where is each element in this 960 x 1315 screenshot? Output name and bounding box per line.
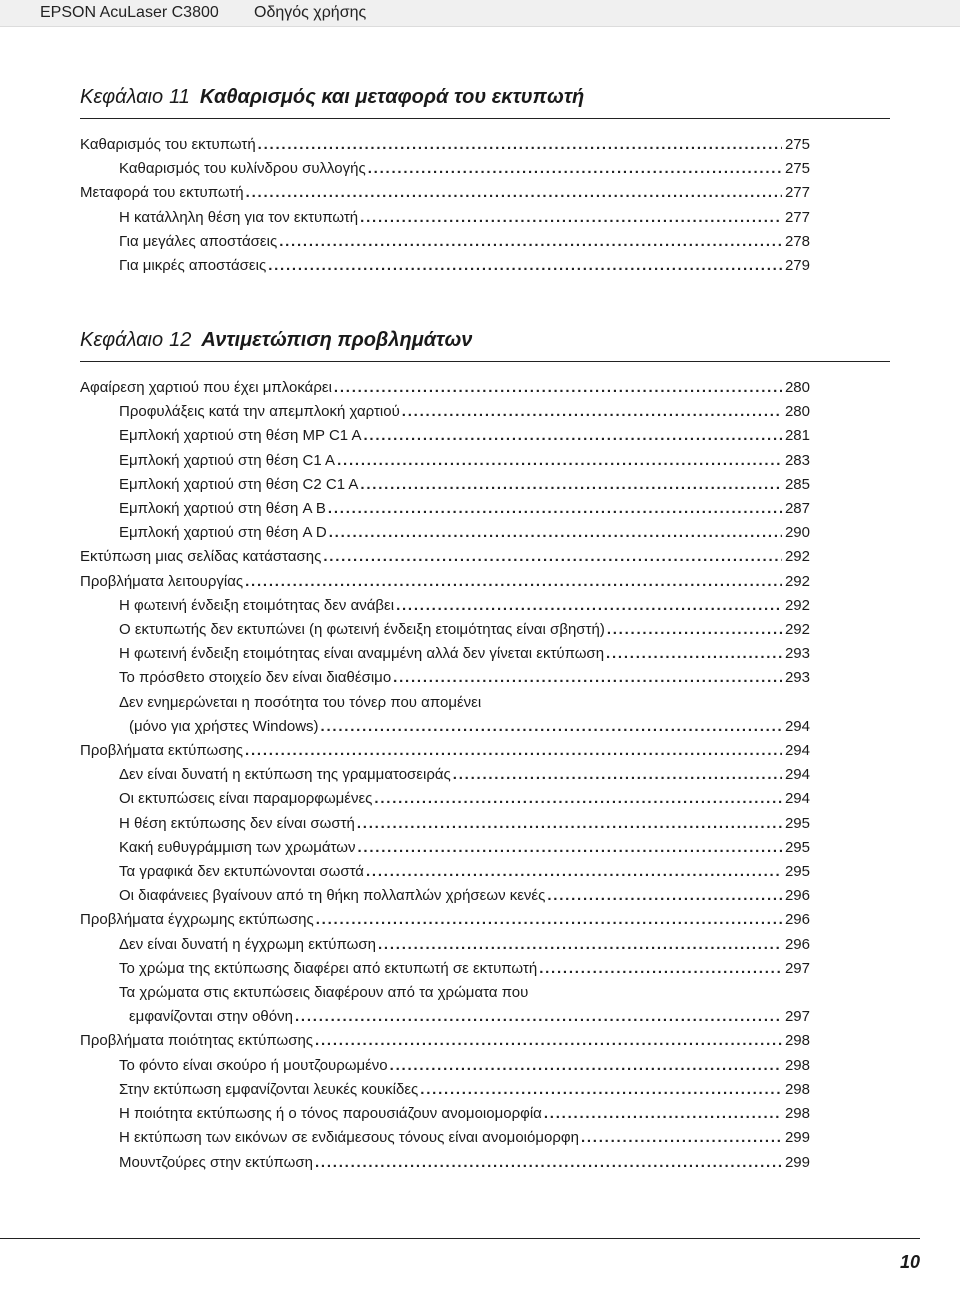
toc-entry[interactable]: Οι εκτυπώσεις είναι παραμορφωμένες . . . 294 xyxy=(80,787,810,811)
page-ref: 290 xyxy=(784,524,810,542)
page-ref: 285 xyxy=(784,475,810,493)
running-header xyxy=(0,0,960,27)
toc-entry[interactable]: Το φόντο είναι σκούρο ή μουτζουρωμένο . . . 298 xyxy=(80,1054,810,1078)
toc-entry[interactable]: Το χρώμα της εκτύπωσης διαφέρει από εκτυπωτή σε εκτυπωτή . . . 297 xyxy=(80,957,810,981)
chapter-number: 12 xyxy=(169,329,192,351)
toc-entry[interactable]: Δεν είναι δυνατή η εκτύπωση της γραμματοσειράς . . . 294 xyxy=(80,763,810,787)
page-ref: 297 xyxy=(784,959,810,977)
page-ref: 295 xyxy=(784,814,810,832)
page-ref: 280 xyxy=(784,403,810,421)
toc-entry[interactable]: Εκτύπωση μιας σελίδας κατάστασης . . . 292 xyxy=(80,545,810,569)
toc-entry[interactable]: Οι διαφάνειες βγαίνουν από τη θήκη πολλαπλών χρήσεων κενές . . . 296 xyxy=(80,884,810,908)
page-ref: 294 xyxy=(784,742,810,760)
toc-entry[interactable]: Εμπλοκή χαρτιού στη θέση A D . . . 290 xyxy=(80,521,810,545)
page-ref: 292 xyxy=(784,596,810,614)
toc-entry[interactable]: Η φωτεινή ένδειξη ετοιμότητας δεν ανάβει . . . 292 xyxy=(80,594,810,618)
toc-list xyxy=(80,376,810,1175)
chapter-11 xyxy=(80,84,890,278)
chapter-name: Καθαρισμός και μεταφορά του εκτυπωτή xyxy=(199,86,585,108)
page-ref: 295 xyxy=(784,863,810,881)
toc-entry[interactable]: Καθαρισμός του κυλίνδρου συλλογής . . . 275 xyxy=(80,157,810,181)
toc-entry[interactable]: Μουντζούρες στην εκτύπωση . . . 299 xyxy=(80,1151,810,1175)
toc-entry[interactable]: Δεν ενημερώνεται η ποσότητα του τόνερ που απομένει (μόνο για χρήστες Windows) . . . 294 xyxy=(80,691,810,739)
page-ref: 299 xyxy=(784,1153,810,1171)
toc-entry[interactable]: Προφυλάξεις κατά την απεμπλοκή χαρτιού . . . 280 xyxy=(80,400,810,424)
page-ref: 275 xyxy=(784,136,810,153)
page-ref: 294 xyxy=(784,790,810,808)
chapter-title xyxy=(80,327,890,362)
chapter-label: Κεφάλαιο xyxy=(80,329,164,351)
toc-entry[interactable]: Για μικρές αποστάσεις . . . 279 xyxy=(80,254,810,278)
toc-entry[interactable]: Η εκτύπωση των εικόνων σε ενδιάμεσους τόνους είναι ανομοιόμορφη . . . 299 xyxy=(80,1126,810,1150)
toc-entry[interactable]: Κακή ευθυγράμμιση των χρωμάτων . . . 295 xyxy=(80,836,810,860)
page-ref: 296 xyxy=(784,887,810,905)
page-ref: 281 xyxy=(784,427,810,445)
page-ref: 294 xyxy=(784,717,810,735)
page-ref: 292 xyxy=(784,621,810,639)
page-ref: 293 xyxy=(784,645,810,663)
page-ref: 298 xyxy=(784,1080,810,1098)
page-ref: 280 xyxy=(784,379,810,396)
page-ref: 275 xyxy=(784,160,810,178)
toc-entry[interactable]: Εμπλοκή χαρτιού στη θέση MP C1 A . . . 281 xyxy=(80,424,810,448)
page-number: 10 xyxy=(899,1252,920,1272)
toc-entry[interactable]: Για μεγάλες αποστάσεις . . . 278 xyxy=(80,230,810,254)
page-ref: 277 xyxy=(784,184,810,202)
page-ref: 298 xyxy=(784,1105,810,1123)
page-ref: 296 xyxy=(784,935,810,953)
page-ref: 283 xyxy=(784,451,810,469)
toc-entry[interactable]: Μεταφορά του εκτυπωτή . . . 277 xyxy=(80,181,810,205)
toc-entry[interactable]: Καθαρισμός του εκτυπωτή . . . 275 xyxy=(80,133,810,157)
chapter-name: Αντιμετώπιση προβλημάτων xyxy=(201,329,473,351)
page-ref: 296 xyxy=(784,911,810,929)
page-ref: 293 xyxy=(784,669,810,687)
page-ref: 277 xyxy=(784,208,810,226)
page-ref: 292 xyxy=(784,572,810,590)
page-ref: 278 xyxy=(784,232,810,250)
toc-list xyxy=(80,133,810,278)
toc-entry[interactable]: Στην εκτύπωση εμφανίζονται λευκές κουκίδες . . . 298 xyxy=(80,1078,810,1102)
toc-entry[interactable]: Δεν είναι δυνατή η έγχρωμη εκτύπωση . . . 296 xyxy=(80,933,810,957)
toc-entry[interactable]: Το πρόσθετο στοιχείο δεν είναι διαθέσιμο . . . 293 xyxy=(80,666,810,690)
page-ref: 294 xyxy=(784,766,810,784)
page-ref: 298 xyxy=(784,1032,810,1050)
toc-entry[interactable]: Η κατάλληλη θέση για τον εκτυπωτή . . . 277 xyxy=(80,206,810,230)
toc-entry[interactable]: Τα γραφικά δεν εκτυπώνονται σωστά . . . 295 xyxy=(80,860,810,884)
toc-entry[interactable]: Προβλήματα λειτουργίας . . . 292 xyxy=(80,570,810,594)
page-ref: 298 xyxy=(784,1056,810,1074)
toc-entry[interactable]: Εμπλοκή χαρτιού στη θέση C1 A . . . 283 xyxy=(80,449,810,473)
toc-entry[interactable]: Προβλήματα ποιότητας εκτύπωσης . . . 298 xyxy=(80,1029,810,1053)
toc-entry[interactable]: Η θέση εκτύπωσης δεν είναι σωστή . . . 295 xyxy=(80,812,810,836)
toc-entry[interactable]: Εμπλοκή χαρτιού στη θέση C2 C1 A . . . 285 xyxy=(80,473,810,497)
chapter-number: 11 xyxy=(169,86,190,108)
page-ref: 297 xyxy=(784,1008,810,1026)
toc-entry[interactable]: Προβλήματα εκτύπωσης . . . 294 xyxy=(80,739,810,763)
footer-divider xyxy=(0,1238,920,1239)
chapter-title xyxy=(80,84,890,119)
toc-entry[interactable]: Αφαίρεση χαρτιού που έχει μπλοκάρει . . . 280 xyxy=(80,376,810,400)
page-ref: 287 xyxy=(784,500,810,518)
page-ref: 299 xyxy=(784,1129,810,1147)
chapter-12 xyxy=(80,327,890,1175)
toc-entry[interactable]: Τα χρώματα στις εκτυπώσεις διαφέρουν από τα χρώματα που εμφανίζονται στην οθόνη . . . 297 xyxy=(80,981,810,1029)
page-ref: 279 xyxy=(784,257,810,275)
toc-entry[interactable]: Ο εκτυπωτής δεν εκτυπώνει (η φωτεινή ένδειξη ετοιμότητας είναι σβηστή) . . . 292 xyxy=(80,618,810,642)
toc-entry[interactable]: Η φωτεινή ένδειξη ετοιμότητας είναι αναμμένη αλλά δεν γίνεται εκτύπωση . . . 293 xyxy=(80,642,810,666)
toc-entry[interactable]: Προβλήματα έγχρωμης εκτύπωσης . . . 296 xyxy=(80,908,810,932)
chapter-label: Κεφάλαιο xyxy=(80,86,164,108)
guide-title: Οδηγός χρήσης xyxy=(254,4,367,21)
product-name: EPSON AcuLaser C3800 xyxy=(40,4,219,21)
page-ref: 295 xyxy=(784,838,810,856)
toc-entry[interactable]: Η ποιότητα εκτύπωσης ή ο τόνος παρουσιάζουν ανομοιομορφία . . . 298 xyxy=(80,1102,810,1126)
toc-entry[interactable]: Εμπλοκή χαρτιού στη θέση A B . . . 287 xyxy=(80,497,810,521)
page-ref: 292 xyxy=(784,548,810,566)
